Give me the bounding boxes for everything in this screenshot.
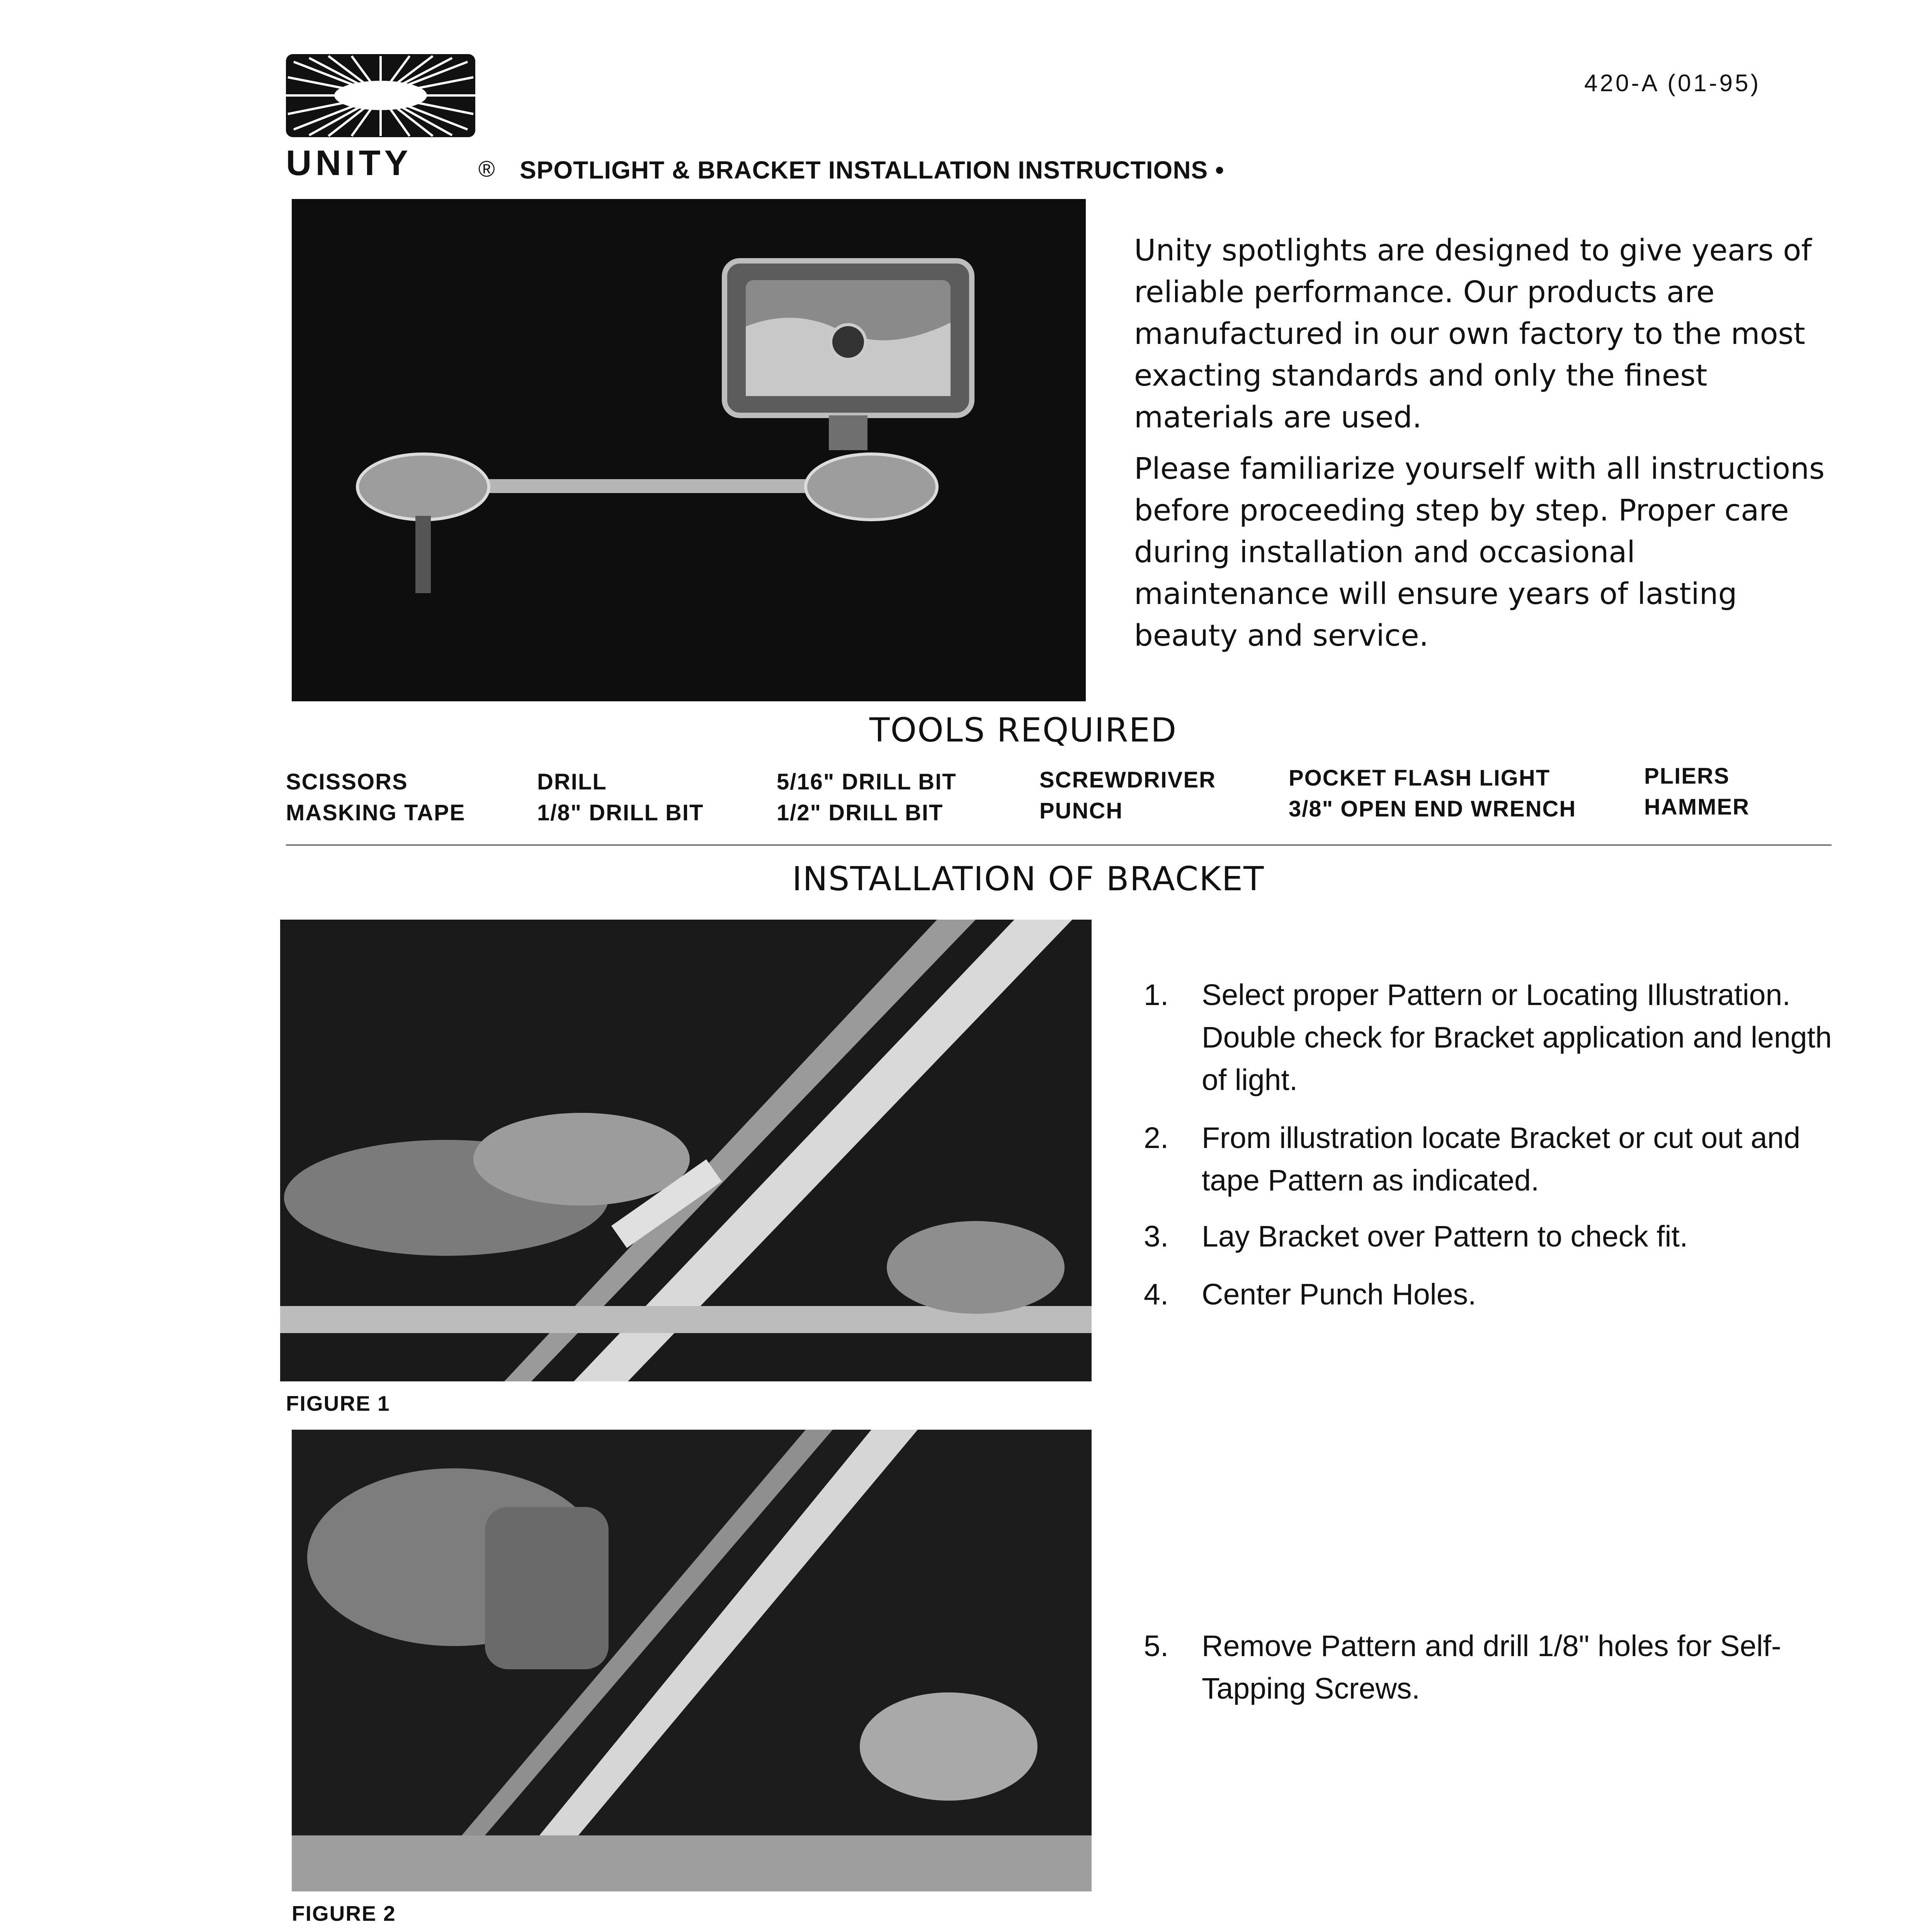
step-number: 3. [1144,1220,1169,1253]
brand-logo-text: UNITY [286,143,412,183]
step-text: Lay Bracket over Pattern to check fit. [1202,1220,1688,1253]
step-number: 5. [1144,1629,1169,1663]
tool-item: HAMMER [1644,794,1750,820]
intro-paragraph: Please familiarize yourself with all instructions before proceeding step by step. Proper care during installation and occasional maintenance will ensure years of lasting beauty and service. [1134,452,1825,653]
intro-paragraph: Unity spotlights are designed to give years of reliable performance. Our products are manufactured in our own factory to the most exacting standards and only the finest materials are used. [1134,233,1812,435]
tool-item: DRILL [537,769,607,794]
tool-item: 1/8" DRILL BIT [537,800,704,825]
step-text: Select proper Pattern or Locating Illustration. Double check for Bracket application and length of light. [1202,978,1832,1097]
figure-caption: FIGURE 1 [286,1391,390,1415]
tool-item: PLIERS [1644,764,1730,789]
page-title: SPOTLIGHT & BRACKET INSTALLATION INSTRUCTIONS • [520,156,1225,184]
tool-item: 3/8" OPEN END WRENCH [1289,796,1577,821]
tool-item: PUNCH [1039,798,1123,823]
figure-1-photo [280,920,1092,1381]
step-text: From illustration locate Bracket or cut out and tape Pattern as indicated. [1202,1121,1801,1197]
figure-caption: FIGURE 2 [292,1901,396,1925]
spotlight-photo [292,199,1086,701]
step-number: 1. [1144,978,1169,1012]
tool-item: SCISSORS [286,769,408,794]
divider [286,844,1832,846]
step-text: Center Punch Holes. [1202,1278,1476,1311]
tool-item: 1/2" DRILL BIT [777,800,944,825]
tools-heading: TOOLS REQUIRED [869,711,1177,750]
figure-2-photo [292,1430,1092,1891]
tool-item: 5/16" DRILL BIT [777,769,957,794]
tool-item: POCKET FLASH LIGHT [1289,765,1551,791]
registered-mark: ® [478,156,495,182]
installation-heading: INSTALLATION OF BRACKET [792,860,1265,898]
step-text: Remove Pattern and drill 1/8" holes for Self-Tapping Screws. [1202,1629,1781,1705]
step-number: 2. [1144,1121,1169,1155]
step-number: 4. [1144,1278,1169,1311]
document-number: 420-A (01-95) [1584,70,1761,97]
unity-sunburst-logo [286,54,475,137]
tool-item: MASKING TAPE [286,800,466,825]
tool-item: SCREWDRIVER [1039,767,1216,793]
